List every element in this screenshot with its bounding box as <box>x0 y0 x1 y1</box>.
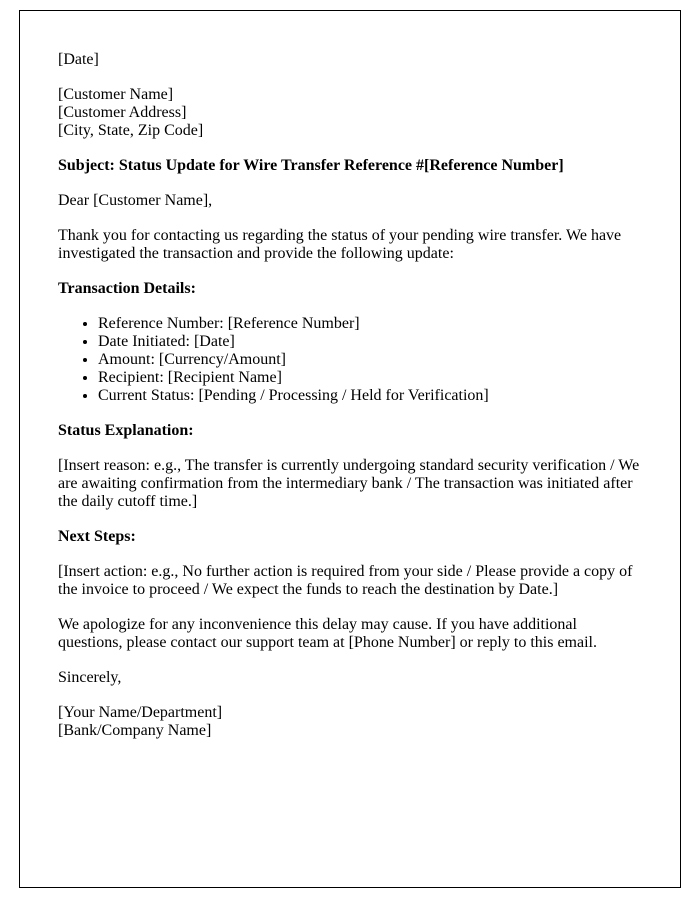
transaction-details-list <box>58 315 640 405</box>
date-line: [Date] <box>58 51 99 68</box>
closing: Sincerely, <box>58 669 122 686</box>
signature-company: [Bank/Company Name] <box>58 722 212 739</box>
salutation: Dear [Customer Name], <box>58 192 213 209</box>
recipient-address: [Customer Address] <box>58 104 187 121</box>
detail-reference-number: • Reference Number: [Reference Number] <box>98 315 640 333</box>
apology-paragraph: We apologize for any inconvenience this delay may cause. If you have additional questions, please contact our support team at [Phone Number] or reply to this email. <box>58 616 597 651</box>
recipient-block <box>58 86 640 140</box>
intro-paragraph: Thank you for contacting us regarding the status of your pending wire transfer. We have investigated the transaction and provide the following update: <box>58 227 622 262</box>
detail-recipient: • Recipient: [Recipient Name] <box>98 369 640 387</box>
letter-page <box>19 10 681 888</box>
subject-line: Subject: Status Update for Wire Transfer Reference #[Reference Number] <box>58 157 564 174</box>
status-explanation-heading: Status Explanation: <box>58 422 194 439</box>
signature-name-department: [Your Name/Department] <box>58 704 223 721</box>
transaction-details-heading: Transaction Details: <box>58 280 196 297</box>
signature-block <box>58 704 640 740</box>
recipient-city-state-zip: [City, State, Zip Code] <box>58 122 204 139</box>
recipient-name: [Customer Name] <box>58 86 174 103</box>
status-explanation-body: [Insert reason: e.g., The transfer is currently undergoing standard security verification / We are awaiting confirmation from the intermediary bank / The transaction was initiated after the daily cutoff time.] <box>58 457 640 510</box>
detail-date-initiated: • Date Initiated: [Date] <box>98 333 640 351</box>
next-steps-heading: Next Steps: <box>58 528 136 545</box>
detail-current-status: • Current Status: [Pending / Processing / Held for Verification] <box>98 387 640 405</box>
detail-amount: • Amount: [Currency/Amount] <box>98 351 640 369</box>
next-steps-body: [Insert action: e.g., No further action is required from your side / Please provide a copy of the invoice to proceed / We expect the funds to reach the destination by Date.] <box>58 563 633 598</box>
